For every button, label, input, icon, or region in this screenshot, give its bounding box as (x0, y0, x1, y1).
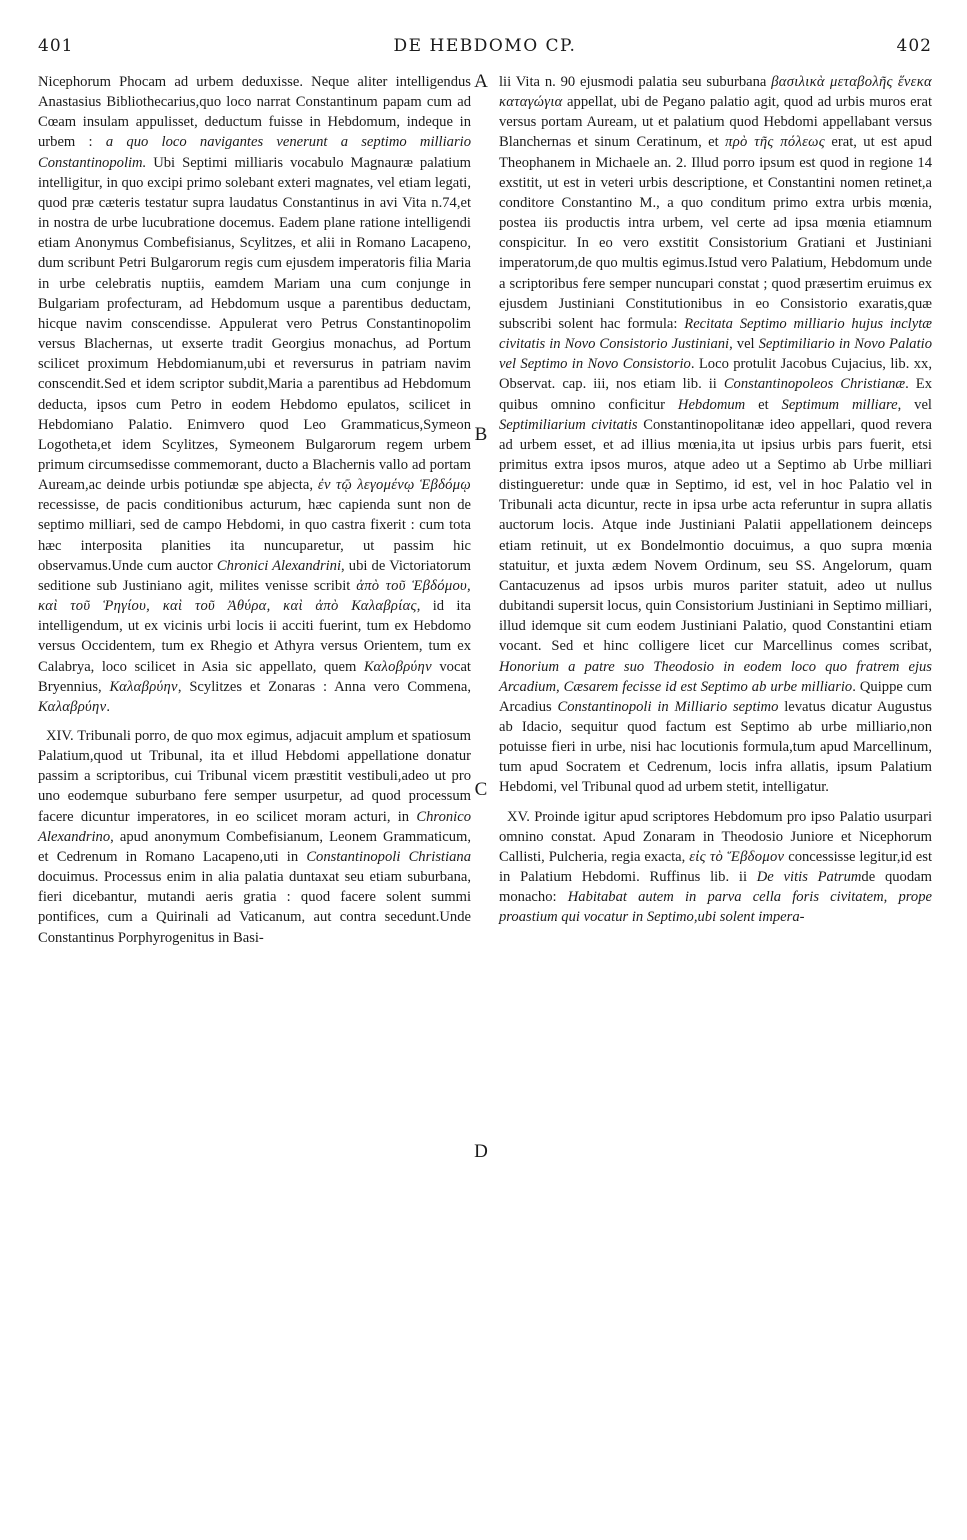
paragraph: Nicephorum Phocam ad urbem deduxisse. Neque aliter intelligendus Anastasius Bibliothecarius,quo loco narrat Constantinum papam cum ad Cœam insulam appulisset, deductum fuisse in Hebdomum, indeque in urbem : a quo loco navigantes venerunt a septimo milliario Constantinopolim. Ubi Septimi milliaris vocabulo Magnauræ palatium intelligitur, in quo excipi primo solebant exteri magnates, vel etiam legati, quod præ cæteris testatur supra laudatus Constantinus in avi Vita n.74,et in nostra de urbe lucubratione docemus. Eadem plane ratione intelligendi etiam Anonymus Combefisianus, Scylitzes, et alii in Romano Lacapeno, dum scribunt Petri Bulgarorum regis cum ejusdem imperatoris filia Maria in urbe celebratis nuptiis, eamdem Mariam una cum conjunge in Bulgariam profecturam, ad Hebdomum usque a parentibus deductam, hicque navim conscendisse. Appulerat vero Petrus Constantinopolim versus Blachernas, ut exserte tradit Georgius monachus, ad Portum scilicet proximum Hebdomianum,ubi et reversurus in patriam navim conscendit.Sed et idem scriptor subdit,Maria a parentibus ad Hebdomum deducta, ipsos cum Petro in eodem Hebdomo epulatos, scilicet in Hebdomiano Palatio. Enimvero quod Leo Grammaticus,Symeon Logotheta,et idem Scylitzes, Symeonem Bulgarorum regem urbem primum circumsedisse commemorant, ducto a Blachernis vallo ad portam Auream,ac deinde urbis potiundæ spe abjecta, ἐν τῷ λεγομένῳ Ἑβδόμῳ recessisse, de pacis conditionibus acturum, hæc capienda sunt non de septimo milliari, sed de campo Hebdomi, in quo castra fixerit : cum tota hæc interposita planities ita nuncuparetur, ut passim hic observamus.Unde cum auctor Chronici Alexandrini, ubi de Victoriatorum seditione sub Justiniano agit, milites venisse scribit ἀπὸ τοῦ Ἑβδόμου, καὶ τοῦ Ῥηγίου, καὶ τοῦ Ἀθύρα, καὶ ἀπὸ Καλαβρίας, id ita intelligendum, ut ex vicinis urbi locis ii acciti fuerint, tum ex Hebdomo versus Occidentem, tum ex Rhegio et Athyra versus Orientem, tum ex Calabrya, loco scilicet in Asia sic appellato, quem Καλοβρύην vocat Bryennius, Καλαβρύην, Scylitzes et Zonaras : Anna vero Commena, Καλαβρύην. (38, 74, 471, 715)
section-number: XV. (507, 808, 530, 825)
margin-marker-a: A (474, 71, 488, 92)
right-column (499, 72, 932, 928)
section-xv: XV. Proinde igitur apud scriptores Hebdomum pro ipso Palatio usurpari omnino constat. Apud Zonaram in Theodosio Juniore et Nicephorum Callisti, Pulcheria, regia exacta, εἰς τὸ Ἕβδομον concessisse legitur,id est in Palatium Hebdomi. Ruffinus lib. ii De vitis Patrumde quodam monacho: Habitabat autem in parva cella foris civitatem, prope proastium qui vocatur in Septimo,ubi solent impera- (499, 808, 932, 926)
running-title: DE HEBDOMO CP. (393, 36, 577, 56)
margin-marker-c: C (474, 779, 488, 800)
margin-marker-b: B (474, 424, 488, 445)
margin-marker-d: D (474, 1141, 488, 1162)
page-header (38, 34, 932, 58)
page-number-left: 401 (38, 36, 74, 56)
section-number: XIV. (46, 728, 74, 744)
paragraph: lii Vita n. 90 ejusmodi palatia seu suburbana βασιλικὰ μεταβολῆς ἕνεκα καταγώγια appellat, ubi de Pegano palatio agit, quod ad urbis muros erat versus portam Auream, ut et palatium quod Hebdomi appellabant versus Blanchernas et sinum Ceratinum, et πρὸ τῆς πόλεως erat, ut est apud Theophanem in Michaele an. 2. Illud porro ipsum est quod in regione 14 exstitit, ut est in veteri urbis descriptione, et Constantini nomen retinet,a conditore Constantino M., a quo conditum primo extra urbis mœnia, postea iis productis intra urbem, vel certe ad ipsa mœnia etiamnum conspicitur. In eo vero exstitit Consistorium Gratiani et Justiniani imperatorum,de quo multis egimus.Istud vero Palatium, Hebdomum unde a scriptoribus fere semper nuncupari constat ; quod præsertim eruimus ex ejusdem Justiniani Constitutionibus in eo Consistorio exaratis,quæ subscribi solent hac formula: Recitata Septimo milliario hujus inclytæ civitatis in Novo Consistorio Justiniani, vel Septimiliario in Novo Palatio vel Septimo in Novo Consistorio. Loco protulit Jacobus Cujacius, lib. xx, Observat. cap. iii, nos etiam lib. ii Constantinopoleos Christianæ. Ex quibus omnino conficitur Hebdomum et Septimum milliare, vel Septimiliarium civitatis Constantinopolitanæ ideo appellari, quod revera ad urbem esset, et ad illius mœnia,ita ut ipsius urbis pars fuerit, etsi primitus extra ipsos muros, atque adeo ut a Septimo ab Urbe milliari distingueretur: unde quæ in Septimo, id est, vel in hoc Palatio vel in Tribunali acta dicuntur, recte in ipsa urbe acta referuntur in supra allatis auctorum locis. Atque inde Justiniani Palatii appellationem deinceps etiam retinuit, ut ex Bondelmontio docuimus, a quo supra mœnia statuitur, et juxta ædem Novem Ordinum, seu SS. Angelorum, quam Cantacuzenus ad ipsos urbis muros pariter statuit, adeo ut nullus dubitandi supersit locus, quin Consistorium Justiniani in Septimo milliari, illud idemque sit cum eodem Justiniani Palatio, quod Constantini etiam vocant. Sed et hinc colligere licet cur Marcellinus comes scribat, Honorium a patre suo Theodosio in eodem loco quo fratrem ejus Arcadium, Cæsarem fecisse id est Septimo ab urbe milliario. Quippe cum Arcadius Constantinopoli in Milliario septimo levatus dicatur Augustus ab Idacio, sequitur quod factum est Septimo ab urbe milliario,non potuisse fieri in urbe, nisi hac locutionis formula,tum apud Marcellinum, tum apud Socratem et Cedrenum, locis infra allatis, ipsum Palatium Hebdomi, vel Tribunal quod ad urbem stetit, intelligatur. (499, 74, 933, 796)
section-xiv: XIV. Tribunali porro, de quo mox egimus, adjacuit amplum et spatiosum Palatium,quod ut Tribunal, ita et illud Hebdomi appellatione donatur passim a scriptoribus, cui Tribunal vicem præstitit vestibuli,adeo ut pro uno eodemque suburbano fere semper usurpetur, ad quod processum facere dicuntur imperatores, in eo scilicet moram acturi, in Chronico Alexandrino, apud anonymum Combefisianum, Leonem Grammaticum, et Cedrenum in Romano Lacapeno,uti in Constantinopoli Christiana docuimus. Processus enim in alia palatia duntaxat seu etiam suburbana, fieri dicebantur, mutandi aeris gratia : quod facere solent summi pontifices, cum a Quirinali ad Vaticanum, aut contra secedunt.Unde Constantinus Porphyrogenitus in Basi- (38, 728, 472, 946)
page-number-right: 402 (896, 36, 932, 56)
left-column (38, 72, 471, 948)
